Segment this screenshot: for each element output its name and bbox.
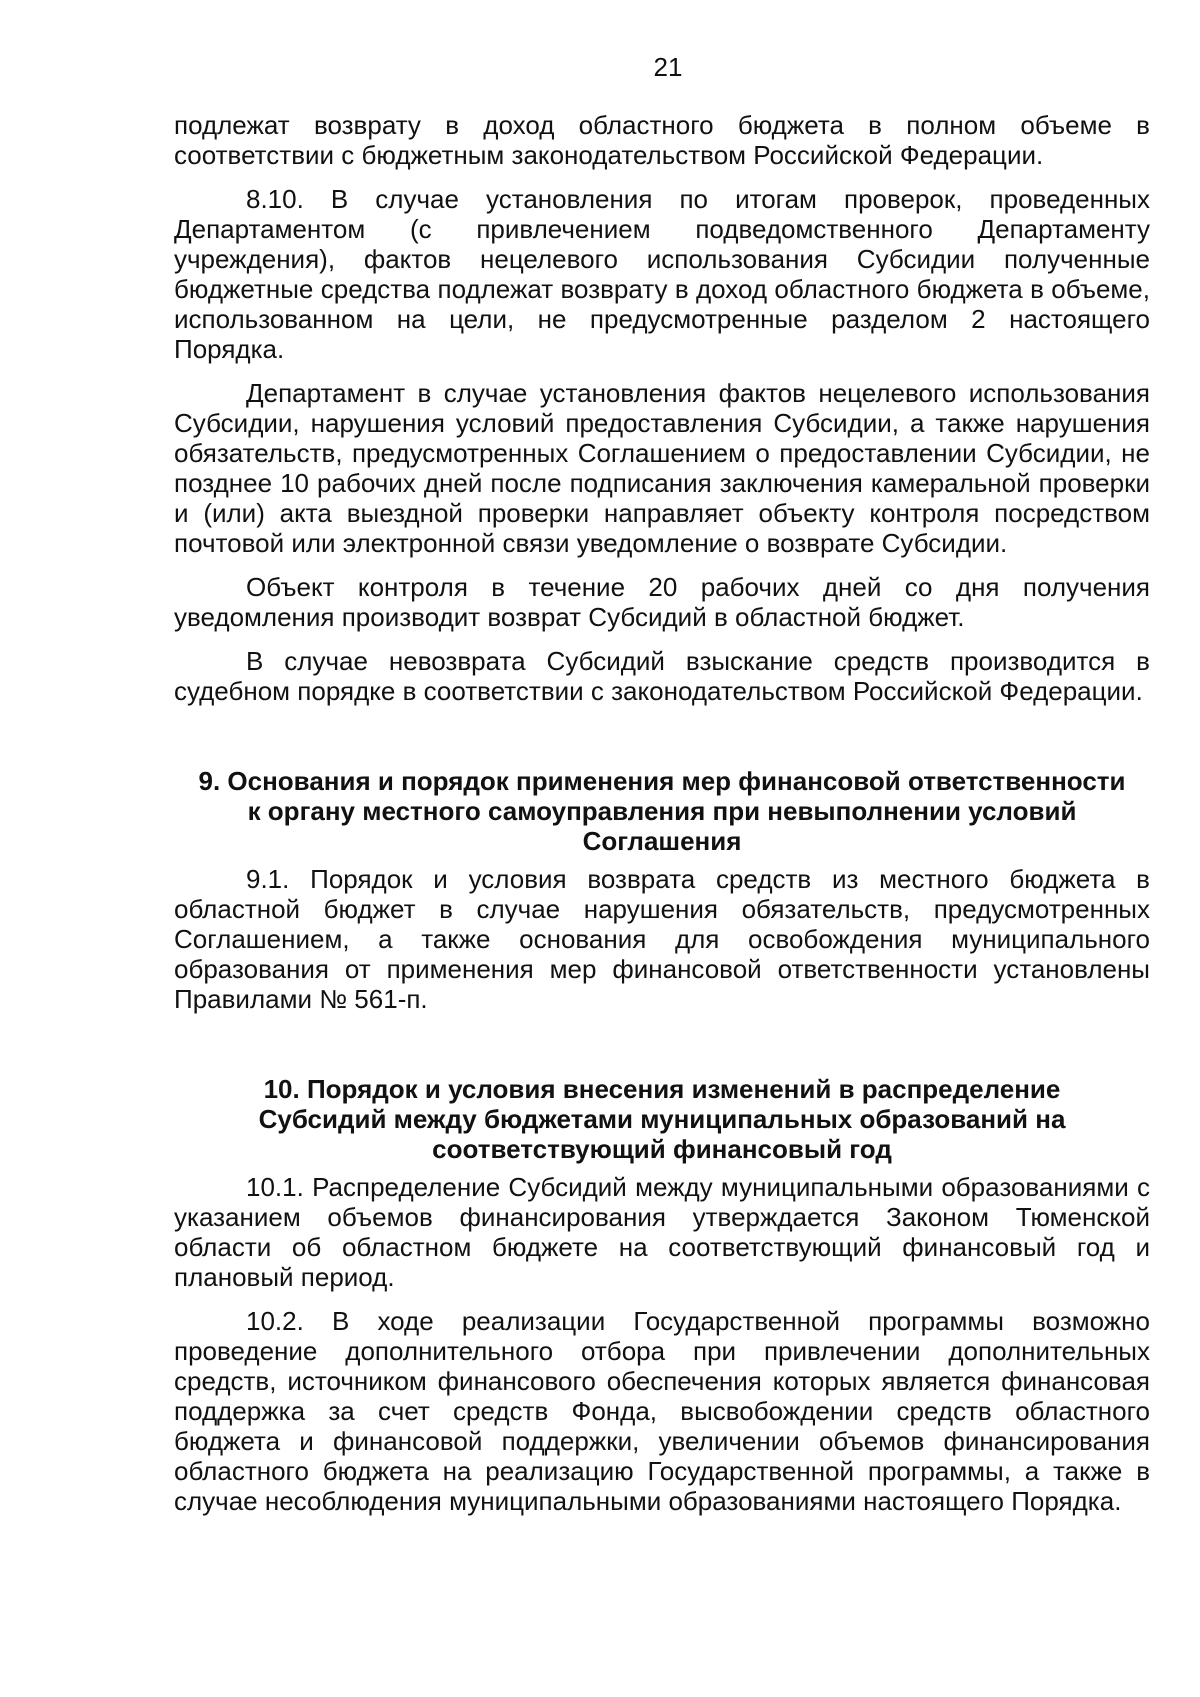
paragraph: подлежат возврату в доход областного бюджета в полном объеме в соответствии с бюджетным законодательством Российской Федерации. (174, 110, 1150, 170)
spacer (174, 720, 1150, 766)
heading-line: Соглашения (582, 826, 742, 856)
section-heading-9 (174, 766, 1150, 856)
heading-line: Субсидий между бюджетами муниципальных образований на (258, 1104, 1066, 1134)
paragraph-10-2: 10.2. В ходе реализации Государственной программы возможно проведение дополнительного отбора при привлечении дополнительных средств, источником финансового обеспечения которых является финансовая поддержка за счет средств Фонда, высвобождении средств областного бюджета и финансовой поддержки, увеличении объемов финансирования областного бюджета на реализацию Государственной программы, а также в случае несоблюдения муниципальными образованиями настоящего Порядка. (174, 1306, 1150, 1516)
section-heading-10 (174, 1074, 1150, 1164)
paragraph: Объект контроля в течение 20 рабочих дней со дня получения уведомления производит возврат Субсидий в областной бюджет. (174, 572, 1150, 632)
paragraph-9-1: 9.1. Порядок и условия возврата средств из местного бюджета в областной бюджет в случае нарушения обязательств, предусмотренных Соглашением, а также основания для освобождения муниципального образования от применения мер финансовой ответственности установлены Правилами № 561-п. (174, 864, 1150, 1014)
page-number: 21 (653, 52, 683, 82)
paragraph-8-10: 8.10. В случае установления по итогам проверок, проведенных Департаментом (с привлечением подведомственного Департаменту учреждения), фактов нецелевого использования Субсидии полученные бюджетные средства подлежат возврату в доход областного бюджета в объеме, использованном на цели, не предусмотренные разделом 2 настоящего Порядка. (174, 184, 1150, 364)
document-page (174, 52, 1150, 1530)
heading-line: 10. Порядок и условия внесения изменений в распределение (263, 1074, 1061, 1104)
heading-line: 9. Основания и порядок применения мер финансовой ответственности (198, 766, 1126, 796)
spacer (174, 1028, 1150, 1074)
heading-line: к органу местного самоуправления при невыполнении условий (247, 796, 1077, 826)
paragraph-10-1: 10.1. Распределение Субсидий между муниципальными образованиями с указанием объемов финансирования утверждается Законом Тюменской области об областном бюджете на соответствующий финансовый год и плановый период. (174, 1172, 1150, 1292)
paragraph: В случае невозврата Субсидий взыскание средств производится в судебном порядке в соответствии с законодательством Российской Федерации. (174, 646, 1150, 706)
heading-line: соответствующий финансовый год (432, 1134, 892, 1164)
paragraph: Департамент в случае установления фактов нецелевого использования Субсидии, нарушения условий предоставления Субсидии, а также нарушения обязательств, предусмотренных Соглашением о предоставлении Субсидии, не позднее 10 рабочих дней после подписания заключения камеральной проверки и (или) акта выездной проверки направляет объекту контроля посредством почтовой или электронной связи уведомление о возврате Субсидии. (174, 378, 1150, 558)
